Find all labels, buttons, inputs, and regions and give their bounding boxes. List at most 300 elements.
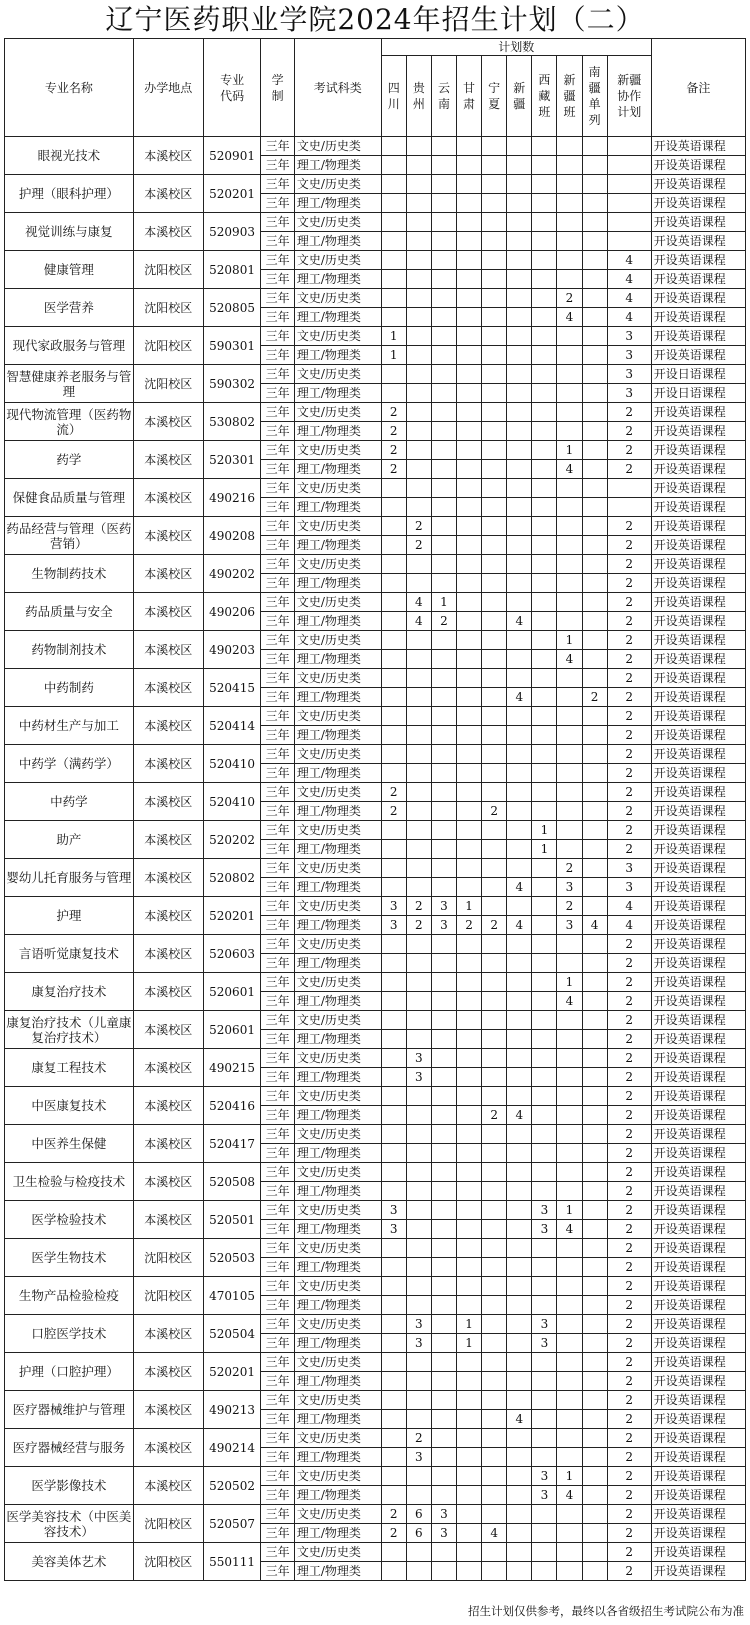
plan-count-cell: 2: [607, 1543, 651, 1562]
plan-count-cell: 4: [557, 650, 582, 669]
plan-count-cell: [381, 593, 406, 612]
plan-count-cell: 3: [607, 346, 651, 365]
plan-count-cell: [457, 1296, 482, 1315]
major-name: 康复治疗技术（儿童康复治疗技术）: [5, 1011, 134, 1049]
plan-count-cell: [431, 308, 456, 327]
duration-cell: 三年: [261, 1334, 294, 1353]
plan-count-cell: [582, 308, 607, 327]
duration-cell: 三年: [261, 1543, 294, 1562]
plan-count-cell: [457, 1182, 482, 1201]
category-cell: 文史/历史类: [294, 1315, 381, 1334]
plan-count-cell: [431, 1296, 456, 1315]
plan-count-cell: 2: [381, 422, 406, 441]
table-row: [5, 1429, 746, 1448]
plan-count-cell: [507, 1125, 532, 1144]
note-cell: 开设英语课程: [651, 1011, 745, 1030]
table-row: [5, 289, 746, 308]
plan-count-cell: [607, 232, 651, 251]
major-code: 590301: [203, 327, 261, 365]
major-code: 520801: [203, 251, 261, 289]
plan-count-cell: [557, 1315, 582, 1334]
plan-count-cell: [406, 1372, 431, 1391]
plan-count-cell: 2: [607, 935, 651, 954]
plan-count-cell: [482, 1334, 507, 1353]
plan-count-cell: 3: [532, 1220, 557, 1239]
plan-count-cell: [482, 1429, 507, 1448]
note-cell: 开设英语课程: [651, 1258, 745, 1277]
category-cell: 文史/历史类: [294, 1125, 381, 1144]
plan-count-cell: [406, 308, 431, 327]
campus-location: 本溪校区: [133, 479, 203, 517]
plan-count-cell: [406, 1486, 431, 1505]
plan-count-cell: [381, 859, 406, 878]
plan-count-cell: [557, 422, 582, 441]
note-cell: 开设英语课程: [651, 992, 745, 1011]
plan-count-cell: [482, 593, 507, 612]
plan-count-cell: [507, 441, 532, 460]
plan-count-cell: [532, 1030, 557, 1049]
duration-cell: 三年: [261, 574, 294, 593]
plan-count-cell: 2: [607, 802, 651, 821]
major-name: 现代物流管理（医药物流）: [5, 403, 134, 441]
plan-count-cell: 2: [557, 289, 582, 308]
plan-count-cell: 2: [607, 669, 651, 688]
category-cell: 文史/历史类: [294, 1163, 381, 1182]
category-cell: 文史/历史类: [294, 1391, 381, 1410]
plan-count-cell: 2: [406, 517, 431, 536]
plan-count-cell: [431, 1049, 456, 1068]
plan-count-cell: [532, 308, 557, 327]
plan-count-cell: [431, 1087, 456, 1106]
plan-count-cell: [406, 137, 431, 156]
category-cell: 理工/物理类: [294, 878, 381, 897]
plan-count-cell: 3: [532, 1334, 557, 1353]
plan-count-cell: [532, 384, 557, 403]
plan-count-cell: [381, 308, 406, 327]
note-cell: 开设英语课程: [651, 517, 745, 536]
plan-count-cell: [532, 612, 557, 631]
plan-count-cell: [457, 270, 482, 289]
plan-count-cell: 2: [607, 1296, 651, 1315]
campus-location: 本溪校区: [133, 1467, 203, 1505]
note-cell: 开设英语课程: [651, 1201, 745, 1220]
plan-count-cell: [532, 422, 557, 441]
plan-count-cell: 4: [557, 992, 582, 1011]
plan-count-cell: [406, 1543, 431, 1562]
plan-count-cell: [406, 1239, 431, 1258]
plan-count-cell: [507, 365, 532, 384]
category-cell: 文史/历史类: [294, 289, 381, 308]
duration-cell: 三年: [261, 403, 294, 422]
major-code: 520601: [203, 973, 261, 1011]
duration-cell: 三年: [261, 897, 294, 916]
plan-count-cell: [557, 840, 582, 859]
plan-count-cell: [507, 802, 532, 821]
plan-count-cell: [406, 650, 431, 669]
note-cell: 开设英语课程: [651, 1239, 745, 1258]
plan-count-cell: [582, 612, 607, 631]
duration-cell: 三年: [261, 992, 294, 1011]
plan-count-cell: 4: [507, 878, 532, 897]
duration-cell: 三年: [261, 175, 294, 194]
plan-count-cell: 2: [607, 1125, 651, 1144]
major-code: 520901: [203, 137, 261, 175]
plan-count-cell: 2: [607, 650, 651, 669]
plan-count-cell: [457, 669, 482, 688]
plan-count-cell: [381, 954, 406, 973]
note-cell: 开设英语课程: [651, 1049, 745, 1068]
major-code: 520415: [203, 669, 261, 707]
note-cell: 开设英语课程: [651, 1562, 745, 1581]
plan-count-cell: [457, 441, 482, 460]
plan-count-cell: [381, 1144, 406, 1163]
plan-count-cell: [532, 1106, 557, 1125]
plan-count-cell: 3: [406, 1068, 431, 1087]
plan-count-cell: [557, 365, 582, 384]
table-row: [5, 1467, 746, 1486]
plan-count-cell: [406, 1087, 431, 1106]
plan-count-cell: [582, 403, 607, 422]
plan-count-cell: [381, 669, 406, 688]
plan-count-cell: [457, 1144, 482, 1163]
note-cell: 开设英语课程: [651, 1163, 745, 1182]
plan-count-cell: [507, 1201, 532, 1220]
plan-count-cell: [582, 346, 607, 365]
campus-location: 沈阳校区: [133, 251, 203, 289]
plan-count-cell: [406, 1011, 431, 1030]
category-cell: 文史/历史类: [294, 1239, 381, 1258]
plan-count-cell: [406, 1353, 431, 1372]
plan-count-cell: 2: [607, 821, 651, 840]
plan-count-cell: 3: [406, 1315, 431, 1334]
plan-count-cell: [582, 1486, 607, 1505]
plan-count-cell: [507, 840, 532, 859]
plan-count-cell: [431, 726, 456, 745]
plan-count-cell: 2: [607, 1505, 651, 1524]
plan-count-cell: [431, 688, 456, 707]
plan-count-cell: [431, 156, 456, 175]
plan-count-cell: 1: [457, 1334, 482, 1353]
plan-count-cell: 4: [507, 916, 532, 935]
note-cell: 开设英语课程: [651, 745, 745, 764]
plan-count-cell: [406, 574, 431, 593]
plan-count-cell: [532, 1182, 557, 1201]
duration-cell: 三年: [261, 460, 294, 479]
duration-cell: 三年: [261, 1030, 294, 1049]
category-cell: 文史/历史类: [294, 1429, 381, 1448]
plan-count-cell: [457, 346, 482, 365]
plan-count-cell: [532, 707, 557, 726]
plan-count-cell: [457, 536, 482, 555]
plan-count-cell: [431, 1220, 456, 1239]
plan-count-cell: [532, 194, 557, 213]
major-name: 医疗器械维护与管理: [5, 1391, 134, 1429]
major-name: 眼视光技术: [5, 137, 134, 175]
campus-location: 本溪校区: [133, 897, 203, 935]
plan-count-cell: [381, 992, 406, 1011]
plan-count-cell: [557, 1524, 582, 1543]
plan-count-cell: [582, 935, 607, 954]
plan-count-cell: [431, 555, 456, 574]
plan-count-cell: [582, 669, 607, 688]
duration-cell: 三年: [261, 517, 294, 536]
plan-count-cell: [482, 1030, 507, 1049]
plan-count-cell: [557, 327, 582, 346]
plan-count-cell: [457, 821, 482, 840]
plan-count-cell: [582, 479, 607, 498]
plan-count-cell: [431, 1239, 456, 1258]
plan-count-cell: [557, 270, 582, 289]
plan-count-cell: [457, 593, 482, 612]
note-cell: 开设英语课程: [651, 1030, 745, 1049]
plan-count-cell: [557, 384, 582, 403]
note-cell: 开设英语课程: [651, 935, 745, 954]
plan-count-cell: [507, 593, 532, 612]
plan-count-cell: 3: [431, 897, 456, 916]
plan-count-cell: [582, 365, 607, 384]
plan-count-cell: [507, 1334, 532, 1353]
plan-count-cell: 2: [607, 973, 651, 992]
plan-count-cell: [381, 612, 406, 631]
note-cell: 开设英语课程: [651, 327, 745, 346]
plan-count-cell: [557, 232, 582, 251]
plan-count-cell: [507, 232, 532, 251]
plan-count-cell: [457, 289, 482, 308]
plan-count-cell: [457, 232, 482, 251]
plan-count-cell: [557, 517, 582, 536]
plan-count-cell: [381, 1543, 406, 1562]
major-code: 530802: [203, 403, 261, 441]
duration-cell: 三年: [261, 1296, 294, 1315]
plan-count-cell: 2: [406, 916, 431, 935]
plan-count-cell: [482, 1258, 507, 1277]
plan-count-cell: [457, 802, 482, 821]
major-code: 520201: [203, 897, 261, 935]
category-cell: 理工/物理类: [294, 1220, 381, 1239]
plan-count-cell: 2: [607, 1429, 651, 1448]
plan-count-cell: [381, 840, 406, 859]
plan-count-cell: [582, 213, 607, 232]
plan-count-cell: [482, 954, 507, 973]
major-name: 视觉训练与康复: [5, 213, 134, 251]
plan-count-cell: [431, 441, 456, 460]
category-cell: 文史/历史类: [294, 137, 381, 156]
plan-count-cell: [482, 726, 507, 745]
plan-count-cell: [457, 1258, 482, 1277]
duration-cell: 三年: [261, 745, 294, 764]
plan-count-cell: 2: [381, 460, 406, 479]
plan-count-cell: [482, 479, 507, 498]
plan-count-cell: [457, 194, 482, 213]
plan-count-cell: 2: [607, 441, 651, 460]
plan-count-cell: [431, 992, 456, 1011]
plan-count-cell: [507, 1163, 532, 1182]
plan-count-cell: [406, 1410, 431, 1429]
category-cell: 理工/物理类: [294, 460, 381, 479]
plan-count-cell: 1: [457, 1315, 482, 1334]
category-cell: 理工/物理类: [294, 916, 381, 935]
note-cell: 开设英语课程: [651, 878, 745, 897]
plan-count-cell: [482, 783, 507, 802]
plan-count-cell: [482, 422, 507, 441]
category-cell: 文史/历史类: [294, 631, 381, 650]
plan-count-cell: [582, 821, 607, 840]
duration-cell: 三年: [261, 783, 294, 802]
plan-count-cell: [381, 707, 406, 726]
duration-cell: 三年: [261, 593, 294, 612]
note-cell: 开设英语课程: [651, 422, 745, 441]
table-row: [5, 1011, 746, 1030]
plan-count-cell: [406, 935, 431, 954]
plan-count-cell: [482, 327, 507, 346]
major-name: 中医康复技术: [5, 1087, 134, 1125]
plan-count-cell: [582, 175, 607, 194]
plan-count-cell: [406, 422, 431, 441]
duration-cell: 三年: [261, 1144, 294, 1163]
plan-count-cell: 2: [607, 783, 651, 802]
category-cell: 文史/历史类: [294, 1087, 381, 1106]
campus-location: 本溪校区: [133, 441, 203, 479]
category-cell: 理工/物理类: [294, 1144, 381, 1163]
major-name: 医学检验技术: [5, 1201, 134, 1239]
plan-count-cell: [582, 973, 607, 992]
plan-count-cell: [482, 346, 507, 365]
plan-count-cell: [482, 232, 507, 251]
table-row: [5, 1087, 746, 1106]
table-row: [5, 1353, 746, 1372]
plan-count-cell: 4: [557, 460, 582, 479]
plan-count-cell: 1: [557, 631, 582, 650]
major-code: 490203: [203, 631, 261, 669]
plan-count-cell: [431, 327, 456, 346]
plan-count-cell: [431, 1030, 456, 1049]
major-code: 520201: [203, 175, 261, 213]
duration-cell: 三年: [261, 1524, 294, 1543]
note-cell: 开设英语课程: [651, 1182, 745, 1201]
plan-count-cell: [582, 1030, 607, 1049]
plan-count-cell: 2: [607, 1201, 651, 1220]
duration-cell: 三年: [261, 726, 294, 745]
duration-cell: 三年: [261, 1467, 294, 1486]
campus-location: 本溪校区: [133, 821, 203, 859]
category-cell: 理工/物理类: [294, 574, 381, 593]
plan-count-cell: [557, 1505, 582, 1524]
category-cell: 理工/物理类: [294, 422, 381, 441]
duration-cell: 三年: [261, 1258, 294, 1277]
duration-cell: 三年: [261, 137, 294, 156]
category-cell: 理工/物理类: [294, 1448, 381, 1467]
major-code: 520417: [203, 1125, 261, 1163]
duration-cell: 三年: [261, 1562, 294, 1581]
plan-count-cell: [507, 1562, 532, 1581]
plan-count-cell: [507, 1068, 532, 1087]
plan-count-cell: [457, 992, 482, 1011]
plan-count-cell: [482, 1296, 507, 1315]
plan-count-cell: [381, 878, 406, 897]
plan-count-cell: [532, 1524, 557, 1543]
plan-count-cell: [532, 1562, 557, 1581]
table-row: [5, 1239, 746, 1258]
plan-count-cell: [507, 1315, 532, 1334]
note-cell: 开设英语课程: [651, 1296, 745, 1315]
plan-count-cell: [431, 1125, 456, 1144]
header-major: 专业名称: [5, 39, 134, 137]
plan-count-cell: [507, 1239, 532, 1258]
plan-count-cell: [431, 137, 456, 156]
plan-count-cell: 2: [607, 555, 651, 574]
plan-count-cell: [532, 992, 557, 1011]
plan-count-cell: 3: [406, 1049, 431, 1068]
table-row: [5, 213, 746, 232]
campus-location: 本溪校区: [133, 213, 203, 251]
plan-count-cell: [557, 574, 582, 593]
plan-count-cell: [431, 859, 456, 878]
plan-count-cell: [381, 555, 406, 574]
duration-cell: 三年: [261, 308, 294, 327]
plan-count-cell: 2: [406, 536, 431, 555]
table-row: [5, 707, 746, 726]
plan-count-cell: [582, 289, 607, 308]
campus-location: 本溪校区: [133, 935, 203, 973]
plan-count-cell: [582, 460, 607, 479]
plan-count-cell: [406, 270, 431, 289]
note-cell: 开设英语课程: [651, 479, 745, 498]
plan-count-cell: [457, 1429, 482, 1448]
category-cell: 理工/物理类: [294, 992, 381, 1011]
plan-count-cell: [431, 1258, 456, 1277]
duration-cell: 三年: [261, 1353, 294, 1372]
plan-count-cell: [582, 1277, 607, 1296]
plan-count-cell: [482, 878, 507, 897]
note-cell: 开设英语课程: [651, 1087, 745, 1106]
note-cell: 开设英语课程: [651, 1410, 745, 1429]
plan-count-cell: [557, 1562, 582, 1581]
plan-count-cell: [507, 1144, 532, 1163]
plan-count-cell: [582, 137, 607, 156]
duration-cell: 三年: [261, 232, 294, 251]
plan-count-cell: [582, 1220, 607, 1239]
plan-count-cell: [557, 403, 582, 422]
plan-count-cell: [482, 745, 507, 764]
plan-count-cell: [457, 156, 482, 175]
duration-cell: 三年: [261, 1125, 294, 1144]
plan-count-cell: [582, 650, 607, 669]
category-cell: 理工/物理类: [294, 688, 381, 707]
major-code: 520504: [203, 1315, 261, 1353]
plan-count-cell: [557, 1334, 582, 1353]
plan-count-cell: [557, 612, 582, 631]
plan-count-cell: [482, 669, 507, 688]
campus-location: 沈阳校区: [133, 365, 203, 403]
plan-count-cell: [582, 156, 607, 175]
plan-count-cell: [557, 688, 582, 707]
table-row: [5, 821, 746, 840]
plan-count-cell: 2: [607, 992, 651, 1011]
plan-count-cell: [582, 1353, 607, 1372]
table-row: [5, 1505, 746, 1524]
plan-count-cell: [532, 536, 557, 555]
plan-count-cell: 2: [607, 1106, 651, 1125]
category-cell: 文史/历史类: [294, 897, 381, 916]
plan-count-cell: [381, 1125, 406, 1144]
plan-count-cell: [557, 1087, 582, 1106]
plan-count-cell: [381, 1562, 406, 1581]
plan-count-cell: [507, 346, 532, 365]
plan-count-cell: [406, 327, 431, 346]
plan-count-cell: [507, 1353, 532, 1372]
duration-cell: 三年: [261, 1220, 294, 1239]
plan-count-cell: [582, 593, 607, 612]
